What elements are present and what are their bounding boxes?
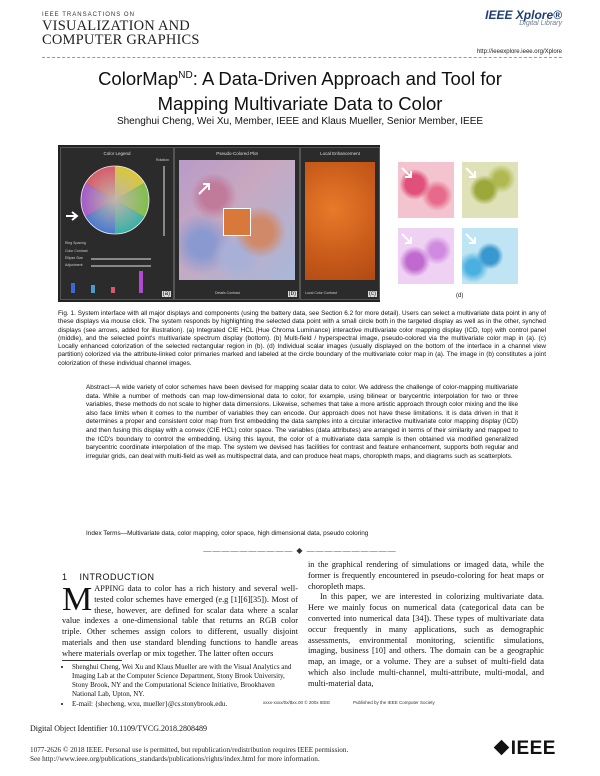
index-terms-label: Index Terms <box>86 530 121 537</box>
intro-column-1 <box>62 581 298 660</box>
intro-col1-text: APPING data to color has a rich history and several well-tested color schemes have emerged (e.g [1][6][35]). Most of these, however, are defined for scalar data where a scalar value indexes a one-dimensional table that returns an RGB color triple. Other schemes assign colors to different, usually disjoint materials and then use standard blending functions to handle areas where materials overlap or mix together. The latter often occurs <box>62 584 298 658</box>
ring-spacing-label: Ring Spacing <box>65 241 86 245</box>
publisher: Published by the IEEE Computer Society <box>353 700 435 705</box>
ieee-logo-text: IEEE <box>510 738 556 759</box>
rotation-slider[interactable] <box>163 166 165 236</box>
title-line1-rest: : A Data-Driven Approach and Tool for <box>192 68 502 90</box>
panel-d-label: (d) <box>456 293 464 299</box>
section-title: INTRODUCTION <box>79 572 155 582</box>
journal-name-line1: VISUALIZATION AND <box>42 18 190 34</box>
spectrum-bar <box>71 283 75 293</box>
title-sup: ND <box>178 70 193 81</box>
footnote-rule <box>62 660 122 661</box>
spectrum-bar <box>91 285 95 293</box>
intro-col2-p1: in the graphical rendering of simulations or imaged data, while the former is frequently encountered in pseudo-coloring for heat maps or choropleth maps. <box>308 560 544 591</box>
abstract-text: —A wide variety of color schemes have been devised for mapping scalar data to color. We address the challenge of color-mapping multivariate data. While a number of methods can map low-dimensional data to color, for example, using bilinear or barycentric interpolation for two or three variables, these methods do not scale to higher data dimensions. Likewise, schemes that take a more artistic approach through color mixing and the like also face limits when it comes to the number of variables they can encode. Our approach does not have these limitations. It is data driven in that it determines a proper and consistent color map from first embedding the data samples into a circular interactive multivariate color mapping display (ICD) and then fusing this display with a convex (CIE HCL) color space. The variables (data attributes) are arranged in terms of their similarity and mapped to the ICD's boundary to control the embedding. Using this layout, the color of a multivariate data sample is then obtained via modified generalized barycentric coordinate interpolation of the map. The system we devised has facilities for contrast and feature enhancement, supports both regular and irregular grids, can deal with multi-field as well as multispectral data, and can produce heat maps, choropleth maps, and diagrams such as scatterplots. <box>86 384 518 460</box>
arrow-icon-d1 <box>400 166 414 180</box>
ellipse-size-slider[interactable] <box>91 258 151 260</box>
ellipse-size-label: Ellipse Size <box>65 256 84 260</box>
rotation-label: Rotation <box>155 158 169 162</box>
paper-title <box>60 63 540 116</box>
legal-line2[interactable]: See http://www.ieee.org/publications_standards/publications/rights/index.html for more information. <box>30 755 320 763</box>
details-contrast-label: Details Contrast <box>215 291 240 295</box>
drop-cap: M <box>62 581 93 618</box>
arrow-icon-d3 <box>400 232 414 246</box>
authors: Shenghui Cheng, Wei Xu, Member, IEEE and Klaus Mueller, Senior Member, IEEE <box>116 116 484 127</box>
xplore-sub: Digital Library <box>519 20 562 27</box>
panel-pseudo-colored-plot <box>174 147 300 300</box>
legal-line1: 1077-2626 © 2018 IEEE. Personal use is permitted, but republication/redistribution requires IEEE permission. <box>30 746 349 754</box>
ieee-diamond-icon <box>493 740 509 756</box>
arrow-icon-b <box>197 182 213 196</box>
arrow-icon-d2 <box>464 166 478 180</box>
arrow-icon-d4 <box>464 232 478 246</box>
panel-a-title: Color Legend <box>103 151 131 156</box>
figure-caption: Fig. 1. System interface with all major displays and components (using the battery data, see Section 6.2 for more detail). Users can select a multivariate data point in any of these displays via mouse click. The system responds by highlighting the selected data point with a small circle both in the targeted display as well as in the other, synched displays (see arrows, added for illustration). (a) Integrated CIE HCL (Hue Chroma Luminance) interactive multivariate color mapping display (ICD, top) with control panel (middle), and the selected point's multivariate spectrum display (bottom). (b) Multi-field / hyperspectral image, pseudo-colored via the multivariate color map in (a). (c) Locally enhanced colorization of the selected rectangular region in (b). (d) Individual scalar images (usually displayed on the bottom of the interface in a channel view partition) colorized via the attribute-linked color primaries marked and labeled at the circle boundary of the multivariate color map in (a). The image in (b) constitutes a joint colorization of these individual channel images. <box>58 310 546 367</box>
index-terms <box>86 530 518 537</box>
pseudo-colored-image[interactable] <box>179 160 295 280</box>
color-wheel[interactable] <box>79 164 151 236</box>
section-separator: —————————— ◆ —————————— <box>203 546 397 555</box>
ieee-xplore-logo <box>485 8 562 27</box>
selection-rectangle[interactable] <box>223 208 251 236</box>
section-number: 1 <box>62 572 68 582</box>
abstract-label: Abstract <box>86 384 110 391</box>
color-contrast-label: Color Contrast <box>65 249 88 253</box>
panel-color-legend <box>60 147 174 300</box>
panel-local-enhancement <box>300 147 380 300</box>
adjustment-slider[interactable] <box>91 265 151 267</box>
header-rule <box>42 57 562 58</box>
intro-column-2 <box>308 560 544 690</box>
title-pre: ColorMap <box>98 68 179 90</box>
arrow-icon-a <box>65 210 81 222</box>
local-enhancement-image[interactable] <box>305 162 375 280</box>
panel-c-title: Local Enhancement <box>320 151 360 156</box>
journal-name-small: IEEE TRANSACTIONS ON <box>42 12 135 18</box>
xplore-name: IEEE Xplore® <box>485 8 562 22</box>
journal-name <box>42 19 200 47</box>
abstract <box>86 384 518 461</box>
footnote-item: • E-mail: {shecheng, wxu, mueller}@cs.stonybrook.edu. <box>72 700 298 709</box>
legal-notice <box>30 746 348 764</box>
panel-c-label: (c) <box>369 291 376 297</box>
panel-b-title: Pseudo-Colored Plot <box>216 151 258 156</box>
ieee-logo <box>496 738 556 760</box>
copyright-code: xxxx-xxxx/0x/$xx.00 © 200x IEEE <box>263 700 331 705</box>
title-line2: Mapping Multivariate Data to Color <box>157 93 443 115</box>
panel-a-label: (a) <box>162 291 170 297</box>
journal-name-line2: COMPUTER GRAPHICS <box>42 32 200 48</box>
figure-interface <box>58 145 380 302</box>
spectrum-bar <box>111 287 115 293</box>
xplore-url[interactable]: http://ieeexplore.ieee.org/Xplore <box>476 49 562 55</box>
local-color-contrast-label: Local Color Contrast <box>305 291 337 295</box>
spectrum-bar <box>139 271 143 293</box>
footnote-item: • Shenghui Cheng, Wei Xu and Klaus Mueller are with the Visual Analytics and Imaging Lab at the Computer Science Department, Stony Brook University, Stony Brook, NY and the Computational Science Initiative, Brookhaven National Lab, Upton, NY. <box>72 663 298 699</box>
intro-col2-p2: In this paper, we are interested in colorizing multivariate data. Here we mainly focus on numerical data (categorical data can be converted into numerical data [34]). These types of multivariate data occur frequently in many applications, such as demographic assessments, environmental monitoring, scientific simulations, imaging, business [10] and others. The domain can be a geographic map, an image, or a volume. They are a subset of multi-field data which also include multi-channel, multi-attribute, multi-modal, and multi-material data, <box>308 592 544 688</box>
index-terms-text: —Multivariate data, color mapping, color space, high dimensional data, pseudo coloring <box>120 530 369 537</box>
doi[interactable]: Digital Object Identifier 10.1109/TVCG.2018.2808489 <box>30 724 208 733</box>
panel-b-label: (b) <box>288 291 296 297</box>
adjustment-label: Adjustment <box>65 263 83 267</box>
